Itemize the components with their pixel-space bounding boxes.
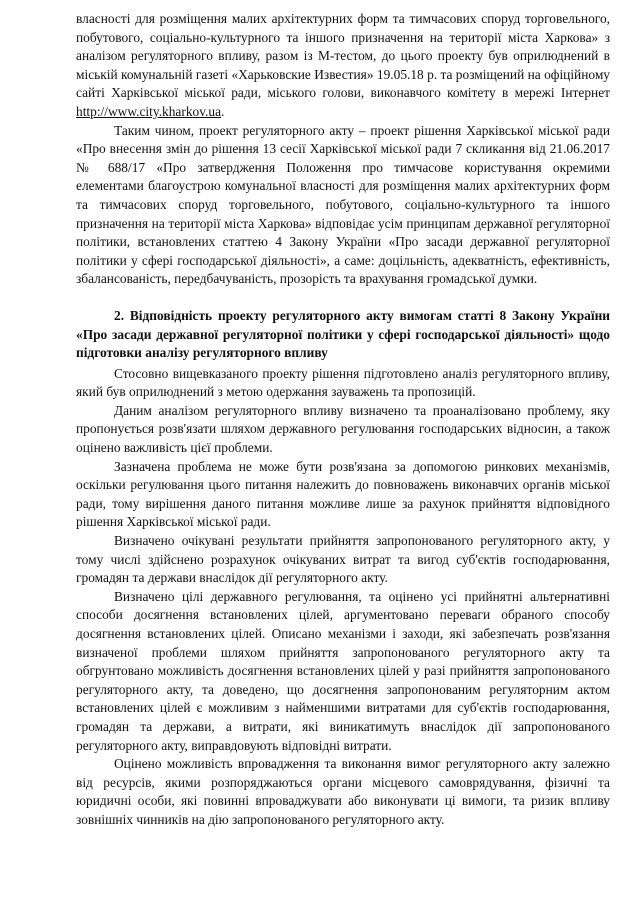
paragraph-text: власності для розміщення малих архітектурних форм та тимчасових споруд торговельного, побутового, соціально-культурного та іншого призначення на території міста Харкова» з аналізом регуляторного впливу, разом із М-тестом, до цього проекту був оприлюднений в міській комунальній газеті «Харьковские Известия» 19.05.18 р. та розміщений на офіційному сайті Харківської міської ради, міського голови, виконавчого комітету в мережі Інтернет (76, 11, 610, 101)
paragraph-problem: Даним аналізом регуляторного впливу визначено та проаналізовано проблему, яку пропонується розв'язати шляхом державного регулювання господарських відносин, а також оцінено важливість цієї проблеми. (76, 402, 610, 456)
section-gap (76, 289, 610, 307)
paragraph-goals: Визначено цілі державного регулювання, та оцінено усі прийнятні альтернативні способи досягнення встановлених цілей, аргументовано переваги обраного способу досягнення встановлених цілей. Описано механізми і заходи, які забезпечать розв'язання визначеної проблеми шляхом прийняття запропонованого регуляторного акту та обгрунтовано можливість досягнення встановлених цілей у разі прийняття запропонованого регуляторного акту, та доведено, що досягнення запропонованим регуляторним актом встановлених цілей є можливим з найменшими витратами для суб'єктів господарювання, громадян та держави, а витрати, які виникатимуть внаслідок дії запропонованого регуляторного акту, виправдовують відповідні витрати. (76, 588, 610, 753)
paragraph-conclusion: Таким чином, проект регуляторного акту – проект рішення Харківської міської ради «Про внесення змін до рішення 13 сесії Харківської міської ради 7 скликання від 21.06.2017 № 688/17 «Про затвердження Положення про тимчасове користування окремими елементами благоустрою комунальної власності для розміщення малих архітектурних форм та тимчасових споруд торговельного, побутового, соціально-культурного та іншого призначення на території міста Харкова» відповідає усім принципам державної регуляторної політики, встановлених статтею 4 Закону України «Про засади державної регуляторної політики у сфері господарської діяльності», а саме: доцільність, адекватність, ефективність, збалансованість, передбачуваність, прозорість та врахування громадської думки. (76, 122, 610, 287)
paragraph-market: Зазначена проблема не може бути розв'язана за допомогою ринкових механізмів, оскільки регулювання цього питання належить до повноважень виконавчих органів міської ради, тому вирішення даного питання можливе лише за рахунок прийняття відповідного рішення Харківської міської ради. (76, 458, 610, 530)
section-heading: 2. Відповідність проекту регуляторного акту вимогам статті 8 Закону України «Про засади державної регуляторної політики у сфері господарської діяльності» щодо підготовки аналізу регуляторного впливу (76, 307, 610, 361)
paragraph-feasibility: Оцінено можливість впровадження та виконання вимог регуляторного акту залежно від ресурсів, якими розпоряджаються органи місцевого самоврядування, фізичні та юридичні особи, які повинні впроваджувати або виконувати ці вимоги, та ризик впливу зовнішніх чинників на дію запропонованого регуляторного акту. (76, 756, 610, 827)
paragraph-text-end: . (221, 103, 225, 119)
paragraph-results: Визначено очікувані результати прийняття запропонованого регуляторного акту, у тому числі здійснено розрахунок очікуваних витрат та вигод суб'єктів господарювання, громадян та держави внаслідок дії регуляторного акту. (76, 533, 610, 586)
paragraph-analysis: Стосовно вищевказаного проекту рішення підготовлено аналіз регуляторного впливу, який був оприлюднений з метою одержання зауважень та пропозицій. (76, 365, 610, 400)
paragraph-continuation (76, 10, 610, 122)
city-website-link[interactable]: http://www.city.kharkov.ua (76, 103, 222, 119)
document-page (76, 10, 610, 830)
